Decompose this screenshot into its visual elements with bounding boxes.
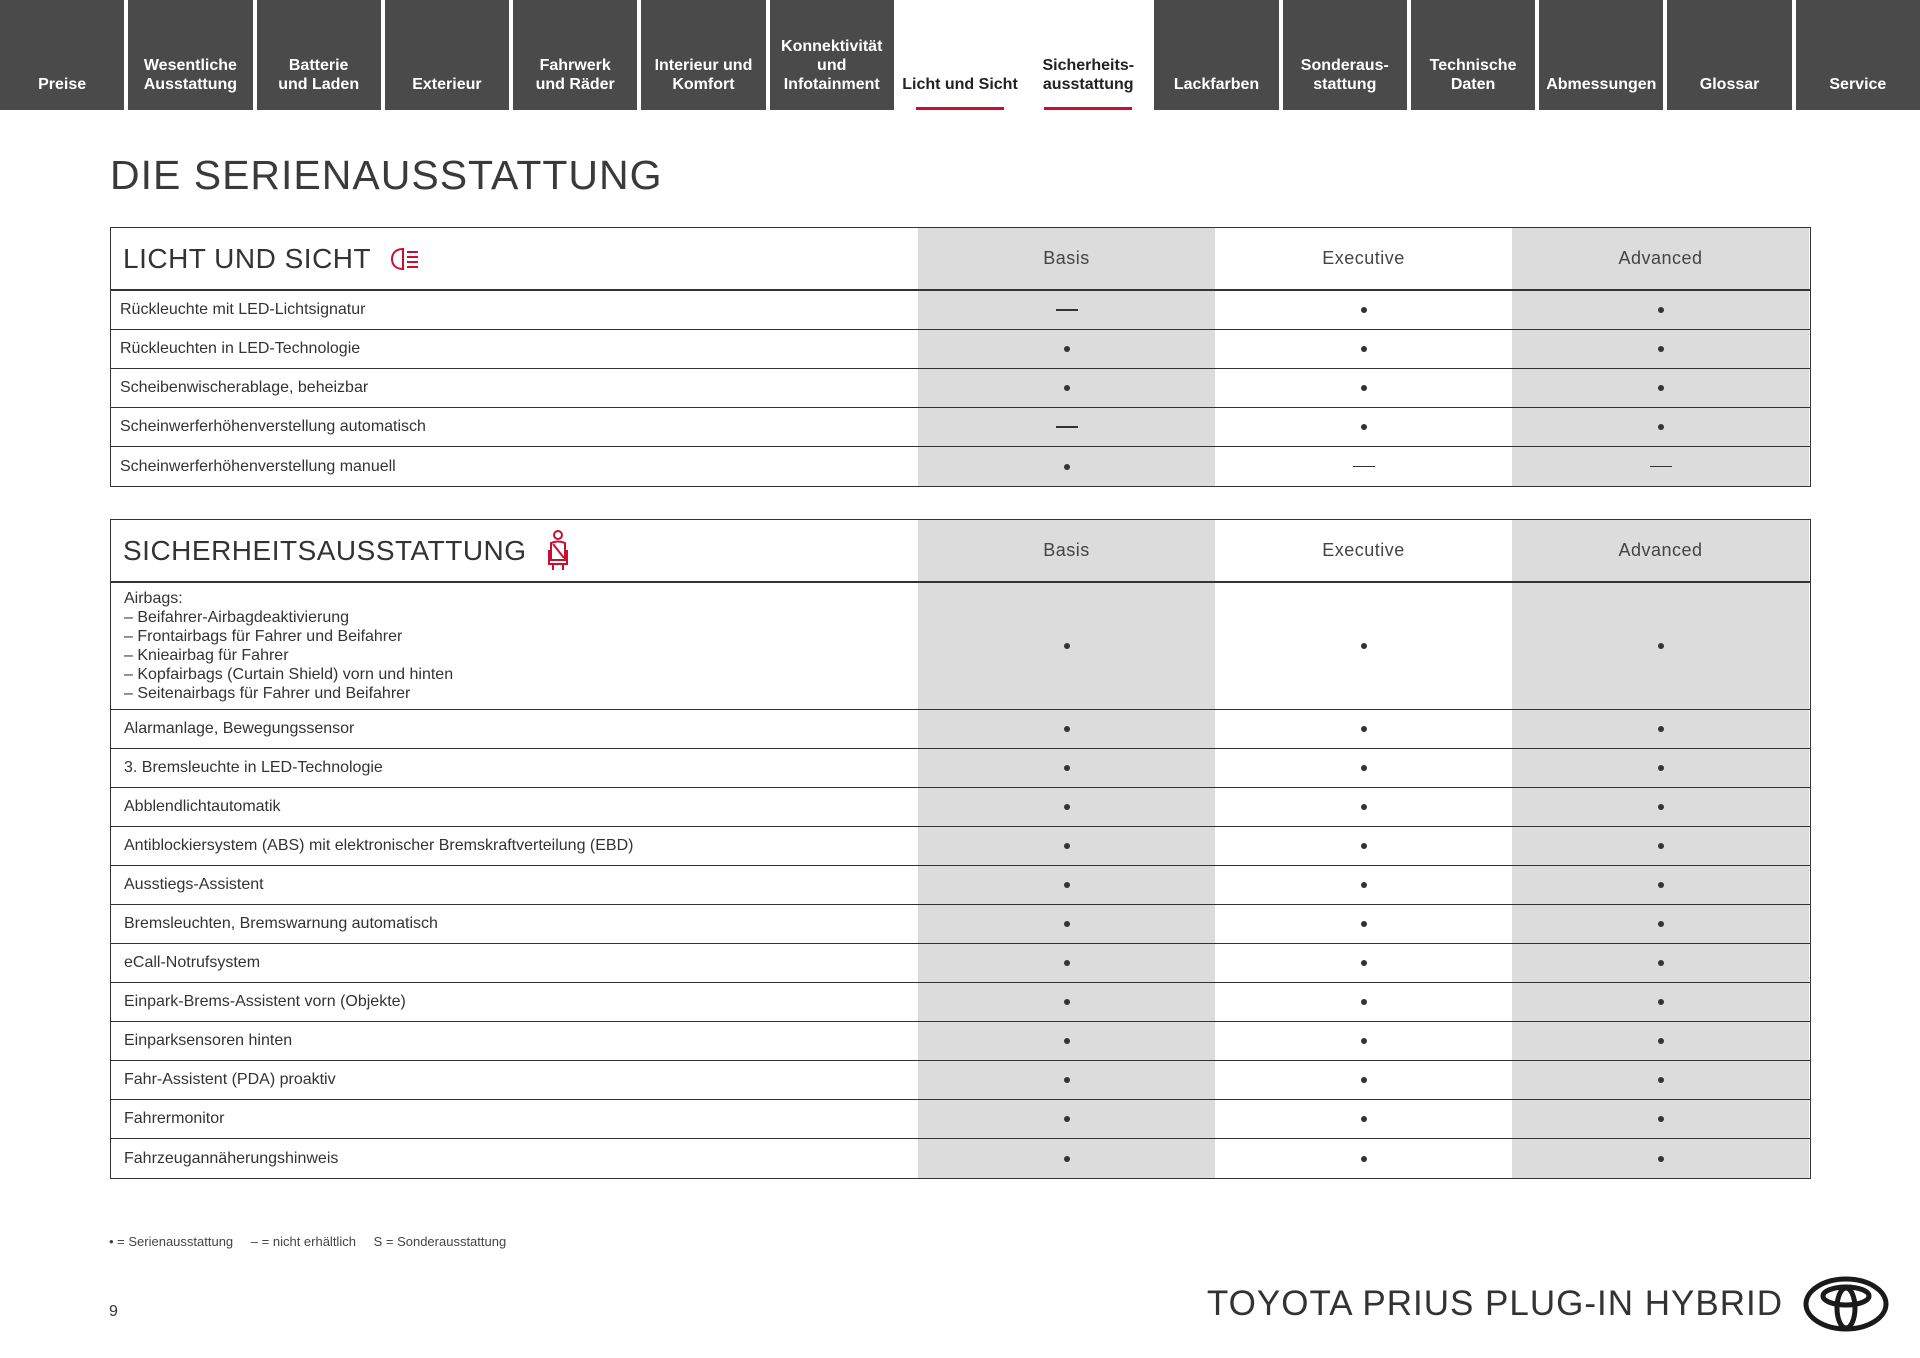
cell-advanced	[1512, 983, 1809, 1021]
cell-basis	[918, 291, 1215, 329]
row-label: Fahrermonitor	[124, 1110, 225, 1127]
licht-table-title	[111, 228, 918, 289]
standard-dot	[1064, 882, 1070, 888]
table-row	[111, 1022, 1810, 1061]
tab-abmessungen[interactable]	[1539, 0, 1663, 110]
standard-dot	[1361, 424, 1367, 430]
table-row	[111, 788, 1810, 827]
standard-dot	[1361, 999, 1367, 1005]
column-header-advanced: Advanced	[1512, 228, 1809, 289]
headlight-icon	[389, 246, 421, 272]
standard-dot	[1361, 804, 1367, 810]
cell-executive	[1215, 788, 1512, 826]
cell-executive	[1215, 408, 1512, 446]
standard-dot	[1361, 307, 1367, 313]
standard-dot	[1361, 346, 1367, 352]
sicherheit-table-header	[111, 520, 1810, 583]
tab-label: Konnektivität und Infotainment	[781, 38, 883, 93]
cell-advanced	[1512, 1061, 1809, 1099]
cell-advanced	[1512, 583, 1809, 709]
cell-basis	[918, 827, 1215, 865]
standard-dot	[1361, 765, 1367, 771]
tab-label: Technische Daten	[1429, 57, 1517, 93]
standard-dot	[1361, 843, 1367, 849]
standard-dot	[1064, 804, 1070, 810]
column-header-basis: Basis	[918, 520, 1215, 581]
standard-dot	[1658, 1077, 1664, 1083]
page-title: DIE SERIENAUSSTATTUNG	[110, 152, 663, 198]
tab-service[interactable]	[1796, 0, 1920, 110]
standard-dot	[1658, 804, 1664, 810]
standard-dot	[1361, 1077, 1367, 1083]
row-label: Rückleuchten in LED-Technologie	[120, 340, 361, 357]
tab-technische-daten[interactable]	[1411, 0, 1535, 110]
standard-dot	[1658, 765, 1664, 771]
row-label: Einpark-Brems-Assistent vorn (Objekte)	[124, 993, 406, 1010]
standard-dot	[1658, 999, 1664, 1005]
column-header-executive: Executive	[1322, 540, 1405, 560]
tab-label: Preise	[38, 76, 87, 93]
standard-dot	[1064, 1156, 1070, 1162]
standard-dot	[1361, 726, 1367, 732]
cell-advanced	[1512, 1022, 1809, 1060]
table-row	[111, 1139, 1810, 1178]
tab-label: Lackfarben	[1173, 76, 1260, 93]
standard-dot	[1658, 882, 1664, 888]
standard-dot	[1361, 882, 1367, 888]
tab-batterie-und-laden[interactable]	[257, 0, 381, 110]
cell-basis	[918, 369, 1215, 407]
standard-dot	[1658, 1156, 1664, 1162]
cell-advanced	[1512, 447, 1809, 486]
cell-executive	[1215, 1100, 1512, 1138]
standard-dot	[1658, 424, 1664, 430]
cell-advanced	[1512, 1100, 1809, 1138]
tab-label: Batterie und Laden	[278, 57, 360, 93]
cell-executive	[1215, 330, 1512, 368]
cell-executive	[1215, 1139, 1512, 1178]
cell-executive	[1215, 291, 1512, 329]
cell-executive	[1215, 983, 1512, 1021]
standard-dot	[1064, 921, 1070, 927]
tab-wesentliche-ausstattung[interactable]	[128, 0, 252, 110]
row-label: Fahrzeugannäherungshinweis	[124, 1149, 339, 1167]
sicherheit-table-body	[111, 583, 1810, 1178]
cell-basis	[918, 1100, 1215, 1138]
licht-title-text: LICHT UND SICHT	[123, 242, 372, 274]
tab-preise[interactable]	[0, 0, 124, 110]
tab-label: Sonderaus- stattung	[1300, 57, 1389, 93]
unavailable-dash	[1650, 466, 1672, 468]
table-row	[111, 905, 1810, 944]
standard-dot	[1064, 726, 1070, 732]
table-row	[111, 447, 1810, 486]
standard-dot	[1064, 960, 1070, 966]
cell-executive	[1215, 905, 1512, 943]
cell-basis	[918, 447, 1215, 486]
cell-executive	[1215, 447, 1512, 486]
table-row	[111, 291, 1810, 330]
standard-dot	[1064, 346, 1070, 352]
standard-dot	[1064, 1077, 1070, 1083]
table-row	[111, 866, 1810, 905]
tab-exterieur[interactable]	[385, 0, 509, 110]
table-row	[111, 710, 1810, 749]
cell-basis	[918, 983, 1215, 1021]
standard-dot	[1361, 1156, 1367, 1162]
cell-advanced	[1512, 330, 1809, 368]
row-label: Scheinwerferhöhenverstellung manuell	[120, 457, 396, 475]
brand-name: TOYOTA PRIUS PLUG-IN HYBRID	[1206, 1284, 1783, 1323]
tab-licht-und-sicht[interactable]	[898, 0, 1022, 110]
tab-label: Abmessungen	[1546, 76, 1657, 93]
licht-table	[110, 227, 1811, 487]
tab-label: Sicherheits- ausstattung	[1042, 57, 1135, 93]
standard-dot	[1658, 726, 1664, 732]
cell-basis	[918, 788, 1215, 826]
row-label: Antiblockiersystem (ABS) mit elektronischer Bremskraftverteilung (EBD)	[124, 837, 634, 854]
cell-advanced	[1512, 866, 1809, 904]
cell-basis	[918, 330, 1215, 368]
table-row	[111, 1061, 1810, 1100]
active-tab-underline	[916, 107, 1004, 110]
standard-dot	[1658, 1038, 1664, 1044]
standard-dot	[1064, 999, 1070, 1005]
unavailable-dash	[1056, 309, 1078, 311]
cell-advanced	[1512, 944, 1809, 982]
cell-advanced	[1512, 369, 1809, 407]
cell-executive	[1215, 369, 1512, 407]
cell-executive	[1215, 710, 1512, 748]
tab-label: Exterieur	[412, 76, 482, 93]
tab-label: Wesentliche Ausstattung	[143, 57, 238, 93]
cell-basis	[918, 944, 1215, 982]
table-row	[111, 330, 1810, 369]
standard-dot	[1658, 921, 1664, 927]
legend-standard: • = Serienausstattung	[109, 1234, 234, 1249]
cell-advanced	[1512, 408, 1809, 446]
tab-label: Interieur und Komfort	[654, 57, 753, 93]
standard-dot	[1658, 643, 1664, 649]
table-row	[111, 944, 1810, 983]
cell-advanced	[1512, 749, 1809, 787]
cell-basis	[918, 583, 1215, 709]
row-label: Einparksensoren hinten	[124, 1032, 293, 1049]
standard-dot	[1658, 843, 1664, 849]
cell-basis	[918, 710, 1215, 748]
cell-executive	[1215, 749, 1512, 787]
row-label: Ausstiegs-Assistent	[124, 876, 264, 893]
cell-basis	[918, 408, 1215, 446]
standard-dot	[1064, 1038, 1070, 1044]
cell-basis	[918, 1061, 1215, 1099]
cell-advanced	[1512, 827, 1809, 865]
cell-executive	[1215, 827, 1512, 865]
legend-optional: S = Sonderausstattung	[373, 1234, 507, 1249]
standard-dot	[1064, 385, 1070, 391]
row-label: 3. Bremsleuchte in LED-Technologie	[124, 759, 383, 776]
row-label: Scheibenwischerablage, beheizbar	[120, 379, 369, 396]
cell-executive	[1215, 1061, 1512, 1099]
tab-lackfarben[interactable]	[1154, 0, 1278, 110]
tab-sonderaus-stattung[interactable]	[1283, 0, 1407, 110]
tab-sicherheits-ausstattung[interactable]	[1026, 0, 1150, 110]
standard-dot	[1658, 346, 1664, 352]
cell-advanced	[1512, 291, 1809, 329]
active-tab-underline	[1044, 107, 1132, 110]
row-label: Scheinwerferhöhenverstellung automatisch	[120, 418, 426, 435]
cell-basis	[918, 1022, 1215, 1060]
sicherheit-table-title	[111, 520, 918, 581]
licht-table-header	[111, 228, 1810, 291]
cell-executive	[1215, 944, 1512, 982]
cell-executive	[1215, 583, 1512, 709]
standard-dot	[1064, 643, 1070, 649]
row-label: Fahr-Assistent (PDA) proaktiv	[124, 1071, 336, 1088]
column-header-executive: Executive	[1322, 248, 1405, 268]
cell-basis	[918, 1139, 1215, 1178]
tab-label: Licht und Sicht	[902, 76, 1018, 93]
tab-interieur-und-komfort[interactable]	[641, 0, 765, 110]
table-row	[111, 369, 1810, 408]
standard-dot	[1361, 960, 1367, 966]
standard-dot	[1064, 464, 1070, 470]
standard-dot	[1658, 307, 1664, 313]
sicherheit-title-text: SICHERHEITSAUSSTATTUNG	[123, 534, 527, 566]
row-label: Alarmanlage, Bewegungssensor	[124, 720, 355, 737]
cell-basis	[918, 866, 1215, 904]
cell-executive	[1215, 1022, 1512, 1060]
unavailable-dash	[1353, 466, 1375, 468]
cell-executive	[1215, 866, 1512, 904]
seatbelt-icon	[545, 530, 571, 572]
unavailable-dash	[1056, 426, 1078, 428]
standard-dot	[1064, 1116, 1070, 1122]
standard-dot	[1361, 643, 1367, 649]
legend-unavailable: – = nicht erhältlich	[250, 1234, 356, 1249]
tab-label: Glossar	[1699, 76, 1760, 93]
sicherheit-table	[110, 519, 1811, 1179]
standard-dot	[1361, 385, 1367, 391]
standard-dot	[1361, 1038, 1367, 1044]
cell-advanced	[1512, 1139, 1809, 1178]
tab-label: Service	[1829, 76, 1887, 93]
table-row	[111, 749, 1810, 788]
toyota-logo	[1803, 1276, 1889, 1337]
table-row	[111, 408, 1810, 447]
top-navigation	[0, 0, 1920, 110]
column-header-basis: Basis	[918, 228, 1215, 289]
row-label: Abblendlichtautomatik	[124, 798, 281, 815]
cell-basis	[918, 905, 1215, 943]
table-row	[111, 983, 1810, 1022]
row-label: Bremsleuchten, Bremswarnung automatisch	[124, 915, 438, 932]
standard-dot	[1361, 1116, 1367, 1122]
legend	[109, 1234, 520, 1249]
table-row	[111, 1100, 1810, 1139]
licht-table-body	[111, 291, 1810, 486]
row-label: Rückleuchte mit LED-Lichtsignatur	[120, 301, 366, 318]
table-row	[111, 583, 1810, 710]
tab-label: Fahrwerk und Räder	[535, 57, 615, 93]
row-label: Airbags: – Beifahrer-Airbagdeaktivierung – Frontairbags für Fahrer und Beifahrer – Knieairbag für Fahrer – Kopfairbags (Curtain Shield) vorn und hinten – Seitenairbags für Fahrer und Beifahrer	[124, 590, 454, 702]
standard-dot	[1658, 960, 1664, 966]
column-header-advanced: Advanced	[1512, 520, 1809, 581]
cell-advanced	[1512, 905, 1809, 943]
cell-advanced	[1512, 788, 1809, 826]
page-number: 9	[109, 1303, 118, 1320]
cell-basis	[918, 749, 1215, 787]
standard-dot	[1658, 385, 1664, 391]
tab-konnektivität-und-infotainment[interactable]	[770, 0, 894, 110]
standard-dot	[1064, 843, 1070, 849]
standard-dot	[1064, 765, 1070, 771]
tab-fahrwerk-und-räder[interactable]	[513, 0, 637, 110]
table-row	[111, 827, 1810, 866]
standard-dot	[1658, 1116, 1664, 1122]
tab-glossar[interactable]	[1667, 0, 1791, 110]
cell-advanced	[1512, 710, 1809, 748]
row-label: eCall-Notrufsystem	[124, 954, 261, 971]
standard-dot	[1361, 921, 1367, 927]
